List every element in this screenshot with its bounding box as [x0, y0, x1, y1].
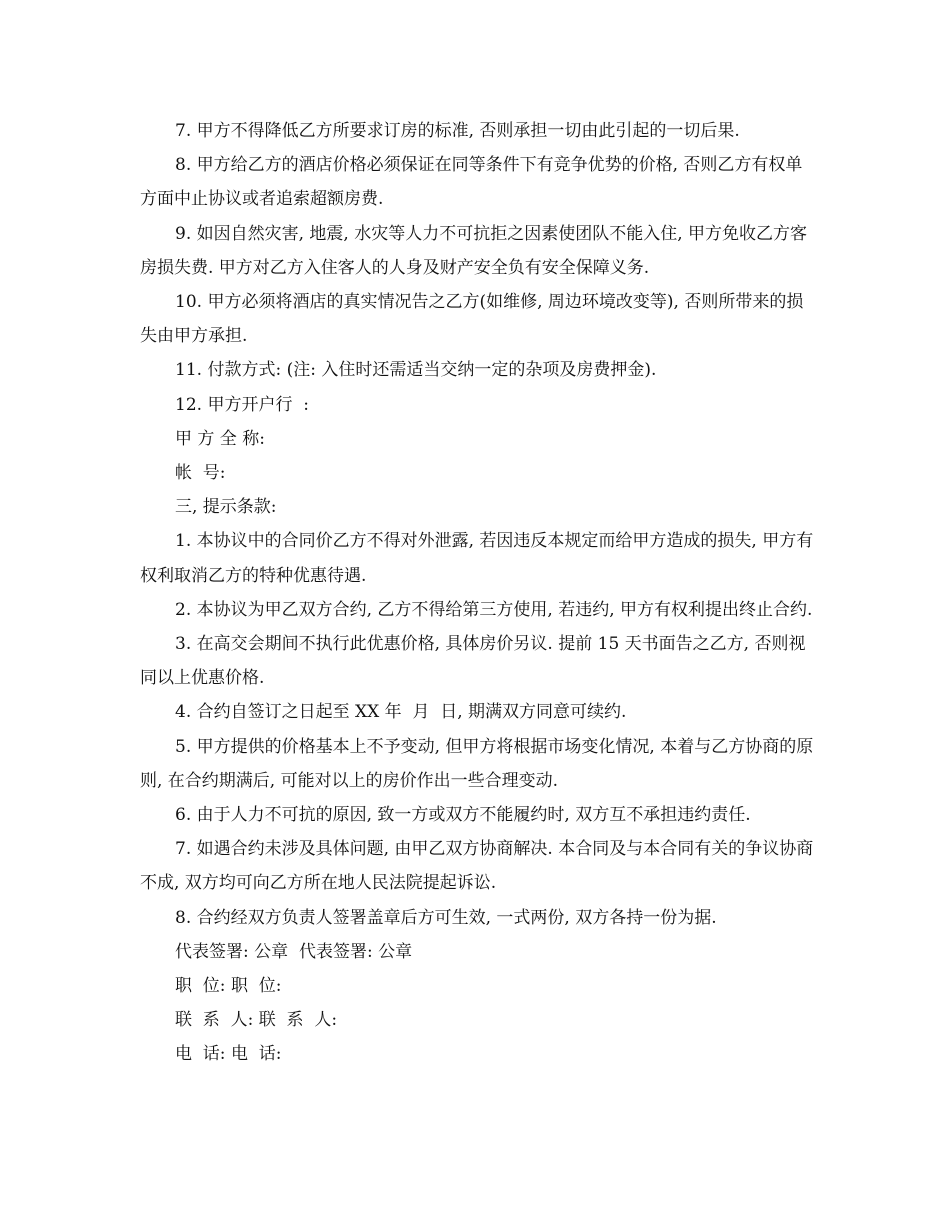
- party-a-full-name-field: 甲 方 全 称:: [175, 428, 265, 449]
- term-1-confidentiality: 1. 本协议中的合同价乙方不得对外泄露, 若因违反本规定而给甲方造成的损失, 甲方有权利取消乙方的特种优惠待遇.: [140, 531, 814, 586]
- term-4-contract-period: 4. 合约自签订之日起至 XX 年 月 日, 期满双方同意可续约.: [175, 702, 627, 723]
- term-5-price-changes: 5. 甲方提供的价格基本上不予变动, 但甲方将根据市场变化情况, 本着与乙方协商的原则, 在合约期满后, 可能对以上的房价作出一些合理变动.: [140, 736, 814, 791]
- term-2-third-party: 2. 本协议为甲乙双方合约, 乙方不得给第三方使用, 若违约, 甲方有权利提出终止合约.: [175, 599, 813, 620]
- position-line: 职 位: 职 位:: [175, 976, 282, 997]
- term-8-effectiveness: 8. 合约经双方负责人签署盖章后方可生效, 一式两份, 双方各持一份为据.: [175, 907, 717, 928]
- clause-9-force-majeure: 9. 如因自然灾害, 地震, 水灾等人力不可抗拒之因素使团队不能入住, 甲方免收乙方客房损失费. 甲方对乙方入住客人的人身及财产安全负有安全保障义务.: [140, 223, 808, 278]
- clause-10-hotel-condition: 10. 甲方必须将酒店的真实情况告之乙方(如维修, 周边环境改变等), 否则所带来的损失由甲方承担.: [140, 292, 804, 347]
- section-heading-reminder-terms: 三, 提示条款:: [175, 497, 277, 518]
- phone-line: 电 话: 电 话:: [175, 1044, 282, 1065]
- clause-12-bank-account: 12. 甲方开户行 :: [175, 394, 309, 415]
- clause-11-payment-method: 11. 付款方式: (注: 入住时还需适当交纳一定的杂项及房费押金).: [175, 360, 657, 381]
- term-7-dispute-resolution: 7. 如遇合约未涉及具体问题, 由甲乙双方协商解决. 本合同及与本合同有关的争议协商不成, 双方均可向乙方所在地人民法院提起诉讼.: [140, 839, 814, 894]
- contact-person-line: 联 系 人: 联 系 人:: [175, 1010, 338, 1031]
- account-number-field: 帐 号:: [175, 463, 226, 484]
- signature-line: 代表签署: 公章 代表签署: 公章: [175, 941, 413, 962]
- clause-7-room-standard: 7. 甲方不得降低乙方所要求订房的标准, 否则承担一切由此引起的一切后果.: [175, 121, 740, 141]
- term-6-force-majeure: 6. 由于人力不可抗的原因, 致一方或双方不能履约时, 双方互不承担违约责任.: [175, 805, 751, 826]
- term-3-trade-fair: 3. 在高交会期间不执行此优惠价格, 具体房价另议. 提前 15 天书面告之乙方, 否则视同以上优惠价格.: [140, 634, 806, 689]
- clause-8-hotel-price: 8. 甲方给乙方的酒店价格必须保证在同等条件下有竞争优势的价格, 否则乙方有权单方面中止协议或者追索超额房费.: [140, 155, 803, 210]
- document-body: [140, 114, 816, 1072]
